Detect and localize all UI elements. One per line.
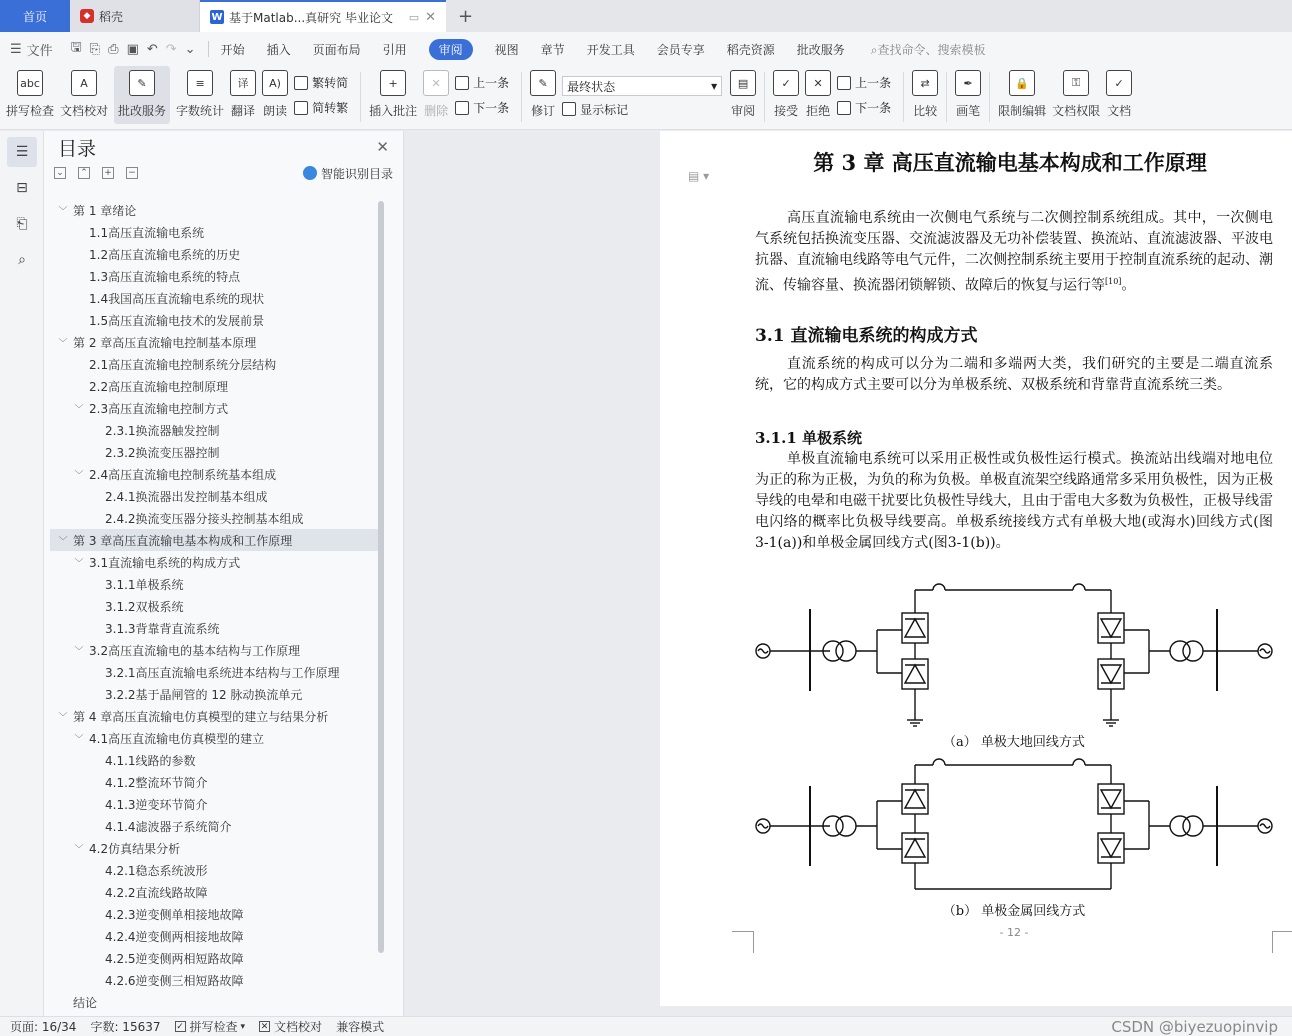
expand-arrow-icon[interactable]: ﹀ [74,470,84,481]
translate-icon: 译 [230,70,256,96]
toc-item[interactable] [50,991,378,1013]
toc-item[interactable] [50,771,378,793]
next-change-button[interactable] [837,99,891,116]
crop-mark-left [732,931,754,953]
toc-item-label: 4.1.4滤波器子系统简介 [105,819,232,834]
delete-comment-label: 删除 [424,104,449,118]
remove-heading-icon[interactable]: − [126,167,138,179]
doc-permission-icon: ⚿ [1063,70,1089,96]
menu-item-start[interactable]: 开始 [220,42,245,57]
file-menu[interactable] [10,40,53,59]
toc-list [50,199,378,1014]
reject-button[interactable] [805,66,831,124]
prev-change-icon [837,76,851,90]
toc-item-label: 2.3高压直流输电控制方式 [89,401,229,416]
doc-check-icon: A [71,70,97,96]
paragraph-1-text: 高压直流输电系统由一次侧电气系统与二次侧控制系统组成。其中，一次侧电气系统包括换流变压器、交流滤波器及无功补偿装置、换流站、直流滤波器、平波电抗器、直流输电线路等电气元件，二次侧控制系统主要用于控制直流系统的起动、潮流、传输容量、换流器闭锁解锁、故障后的恢复与运行等 [755,210,1273,294]
toc-panel-icon[interactable]: ☰ [7,137,37,167]
to-traditional-icon [294,76,308,90]
prev-comment-label: 上一条 [473,76,510,90]
expand-arrow-icon[interactable]: ﹀ [74,646,84,657]
toc-item[interactable] [50,617,378,639]
show-marks-label: 显示标记 [580,102,629,117]
toc-item-label: 2.4.2换流变压器分接头控制基本组成 [105,511,304,526]
menu-item-chapter[interactable]: 章节 [540,42,565,57]
next-change-icon [837,101,851,115]
paragraph-3: 单极直流输电系统可以采用正极性或负极性运行模式。换流站出线端对地电位为正的称为正极，为负的称为负极。单极直流架空线路通常多采用负极性，因为正极导线的电晕和电磁干扰要比负极性导线大，且由于雷电大多数为负极性，正极导线雷电闪络的概率比负极导线要高。单极系统接线方式有单极大地(或海水)回线方式(图3-1(a))和单极金属回线方式(图3-1(b))。 [755,451,1273,551]
toc-item[interactable] [50,287,378,309]
toc-item[interactable] [50,815,378,837]
toc-item-label: 4.2.1稳态系统波形 [105,863,208,878]
toc-item[interactable] [50,485,378,507]
tab-daoke[interactable] [70,0,200,32]
toc-item-label: 3.1.2双极系统 [105,599,184,614]
toc-item-label: 2.3.1换流器触发控制 [105,423,220,438]
toc-header [44,131,403,163]
toc-item-label: 4.1高压直流输电仿真模型的建立 [89,731,265,746]
doc-more-icon: ✓ [1106,70,1132,96]
trad-simp-group [294,66,348,120]
toc-item-label: 第 3 章高压直流输电基本构成和工作原理 [73,533,293,548]
delete-comment-button[interactable] [423,66,449,124]
toc-item[interactable] [50,903,378,925]
toc-item[interactable] [50,353,378,375]
toc-scrollbar[interactable] [378,201,384,953]
toc-item[interactable] [50,793,378,815]
command-search-label: 查找命令、搜索模板 [877,42,986,57]
expand-all-icon[interactable]: ⌃ [78,167,90,179]
toc-item-label: 2.3.2换流变压器控制 [105,445,220,460]
expand-arrow-icon[interactable]: ﹀ [74,404,84,415]
chapter-title: 第 3 章 高压直流输电基本构成和工作原理 [813,150,1207,175]
review-service-icon: ✎ [129,70,155,96]
customize-icon[interactable]: ⌄ [184,41,196,57]
toc-item[interactable] [50,859,378,881]
chevron-down-icon: ▾ [711,79,718,94]
to-simplified-icon [294,101,308,115]
toc-item-label: 4.2.5逆变侧两相短路故障 [105,951,244,966]
next-change-label: 下一条 [855,101,892,115]
restrict-edit-icon: 🔒 [1009,70,1035,96]
search-icon: ⌕ [870,42,878,57]
spell-check-status-icon: ✓ [176,1021,184,1032]
toc-item-label: 4.2.4逆变侧两相接地故障 [105,929,244,944]
prev-comment-button[interactable] [455,74,509,91]
menu-bar [0,32,1292,66]
pen-icon: ✒ [955,70,981,96]
watermark-text: CSDN @biyezuopinvip [1111,1017,1278,1036]
toc-item-label: 第 4 章高压直流输电仿真模型的建立与结果分析 [73,709,329,724]
insert-comment-icon: + [380,70,406,96]
status-doc-check-label: 文档校对 [274,1020,323,1034]
menu-separator [208,41,209,57]
undo-icon[interactable]: ↶ [146,41,158,57]
figure-b-monopolar-metallic-return [755,751,1273,901]
export-pdf-icon[interactable]: ⎘ [89,41,101,57]
toc-item[interactable] [50,925,378,947]
toc-item[interactable] [50,881,378,903]
new-tab-label: + [458,5,474,27]
citation-ref: [10] [1105,277,1122,286]
chevron-down-icon: ▾ [240,1021,246,1032]
doc-more-label: 文档 [1107,104,1132,118]
doc-permission-button[interactable] [1052,66,1100,124]
toc-item-label: 2.1高压直流输电控制系统分层结构 [89,357,277,372]
compare-button[interactable] [912,66,938,124]
ribbon-separator [903,72,904,122]
doc-more-button[interactable] [1106,66,1132,124]
restrict-edit-label: 限制编辑 [998,104,1047,118]
smart-toc-button[interactable] [303,165,393,182]
close-icon[interactable]: ✕ [376,138,389,156]
toc-item[interactable] [50,705,378,727]
toc-item-label: 第 2 章高压直流输电控制基本原理 [73,335,257,350]
toc-item[interactable] [50,683,378,705]
menu-item-resources[interactable]: 稻壳资源 [726,42,775,57]
next-comment-label: 下一条 [473,101,510,115]
command-search[interactable] [871,41,986,58]
toc-item[interactable] [50,199,378,221]
add-heading-icon[interactable]: + [102,167,114,179]
save-icon[interactable]: 🖫 [70,40,82,55]
hamburger-icon: ☰ [10,41,22,57]
toc-item-label: 3.1.1单极系统 [105,577,184,592]
word-count-button[interactable] [176,66,224,124]
ribbon-separator [521,72,522,122]
review-service-label: 批改服务 [118,104,167,118]
section-heading: 3.1 直流输电系统的构成方式 [755,326,978,346]
ribbon-separator [360,72,361,122]
delete-comment-icon: ✕ [423,70,449,96]
ribbon-separator [989,72,990,122]
preview-icon[interactable]: ▣ [126,41,139,57]
toc-item[interactable] [50,221,378,243]
toc-item[interactable] [50,441,378,463]
toc-title: 目录 [58,137,97,160]
spell-check-button[interactable] [6,66,54,124]
window-mode-icon[interactable]: ▭ [408,10,420,24]
review-pane-button[interactable] [730,66,756,124]
read-aloud-button[interactable] [262,66,288,124]
accept-icon: ✓ [773,70,799,96]
toc-item[interactable] [50,419,378,441]
toc-item-label: 3.2.1高压直流输电系统进本结构与工作原理 [105,665,340,680]
toc-item-label: 4.2仿真结果分析 [89,841,181,856]
toc-item-label: 4.2.3逆变侧单相接地故障 [105,907,244,922]
display-state-select[interactable] [562,76,722,96]
menu-item-insert[interactable]: 插入 [266,42,291,57]
ribbon-separator [764,72,765,122]
toc-item-label: 3.2.2基于晶闸管的 12 脉动换流单元 [105,687,303,702]
reject-icon: ✕ [805,70,831,96]
toc-item-label: 4.2.2直流线路故障 [105,885,208,900]
insert-comment-label: 插入批注 [369,104,418,118]
toc-item[interactable] [50,595,378,617]
print-icon[interactable]: ⎙ [108,41,119,57]
toc-item-label: 2.4高压直流输电控制系统基本组成 [89,467,277,482]
smart-toc-icon [303,166,317,180]
tab-document[interactable] [200,0,446,32]
spell-check-label: 拼写检查 [6,104,55,118]
word-count-label: 字数统计 [176,104,225,118]
toc-item-label: 3.2高压直流输电的基本结构与工作原理 [89,643,301,658]
reject-label: 拒绝 [806,104,831,118]
figure-a-caption: （a） 单极大地回线方式 [943,735,1085,750]
compare-label: 比较 [913,104,938,118]
review-pane-icon: ▤ [730,70,756,96]
toc-item-label: 3.1直流输电系统的构成方式 [89,555,241,570]
toc-item[interactable] [50,661,378,683]
expand-arrow-icon[interactable]: ﹀ [74,844,84,855]
toc-toolbar [44,163,403,183]
tab-home[interactable] [0,0,70,32]
translate-label: 翻译 [231,104,256,118]
toc-item[interactable] [50,969,378,991]
page-indicator[interactable]: 页面: 16/34 [10,1020,77,1034]
paragraph-1-end: 。 [1121,277,1136,294]
toc-item[interactable] [50,727,378,749]
toc-item-label: 1.3高压直流输电系统的特点 [89,269,241,284]
markup-group [562,66,722,120]
toc-item-label: 2.4.1换流器出发控制基本组成 [105,489,268,504]
toc-item-label: 1.4我国高压直流输电系统的现状 [89,291,265,306]
display-state-value: 最终状态 [567,79,616,94]
to-traditional-label: 繁转简 [312,76,349,90]
menu-item-layout[interactable]: 页面布局 [312,42,361,57]
word-count-indicator[interactable]: 字数: 15637 [90,1020,161,1034]
redo-icon[interactable]: ↷ [165,41,177,57]
toc-item-label: 4.1.3逆变环节简介 [105,797,208,812]
expand-arrow-icon[interactable]: ﹀ [74,558,84,569]
bookmark-icon[interactable]: ⎗ [16,216,28,232]
pen-label: 画笔 [956,104,981,118]
file-menu-label: 文件 [26,43,53,59]
tab-document-label: 基于Matlab...真研究 毕业论文 [229,10,393,25]
doc-check-status-icon: ✕ [260,1021,269,1032]
chapter-nav-icon[interactable]: ⊟ [16,180,28,196]
review-service-button[interactable] [114,66,170,124]
new-tab-button[interactable] [446,0,485,32]
translate-button[interactable] [230,66,256,124]
status-bar [0,1016,1292,1036]
page-number: - 12 - [999,926,1029,939]
toc-item[interactable] [50,947,378,969]
tab-bar [0,0,1292,32]
status-doc-check[interactable] [259,1018,322,1035]
toc-item-label: 结论 [73,995,98,1010]
menu-item-review-service[interactable]: 批改服务 [796,42,845,57]
compare-icon: ⇄ [912,70,938,96]
comment-nav-group [455,66,509,120]
word-count-icon: ≡ [187,70,213,96]
read-aloud-icon: A) [262,70,288,96]
status-spell-label: 拼写检查 [189,1020,238,1034]
toc-item[interactable] [50,397,378,419]
review-pane-label: 审阅 [731,104,756,118]
ribbon [0,66,1292,130]
toc-item[interactable] [50,639,378,661]
toc-item-label: 2.2高压直流输电控制原理 [89,379,229,394]
to-simplified-button[interactable] [294,99,348,116]
close-tab-icon[interactable]: ✕ [425,9,436,25]
menu-item-member[interactable]: 会员专享 [656,42,705,57]
restrict-edit-button[interactable] [998,66,1046,124]
toc-item-label: 4.2.6逆变侧三相短路故障 [105,973,244,988]
ribbon-separator [946,72,947,122]
doc-check-button[interactable] [60,66,108,124]
insert-comment-button[interactable] [369,66,417,124]
show-marks-button[interactable] [562,101,722,118]
toc-item-label: 1.1高压直流输电系统 [89,225,205,240]
toc-item[interactable] [50,837,378,859]
toc-item-label: 3.1.3背靠背直流系统 [105,621,220,636]
toc-item[interactable] [50,749,378,771]
toc-item[interactable] [50,551,378,573]
track-changes-icon: ✎ [530,70,556,96]
paragraph-1 [755,208,1273,297]
show-marks-icon [562,102,576,116]
pen-button[interactable] [955,66,981,124]
crop-mark-right [1272,931,1292,953]
tab-home-label: 首页 [22,9,47,24]
next-comment-icon [455,101,469,115]
daoke-logo-icon: ◆ [80,9,94,23]
menu-item-reference[interactable]: 引用 [382,42,407,57]
expand-arrow-icon[interactable]: ﹀ [58,338,68,349]
prev-change-label: 上一条 [855,76,892,90]
menu-item-devtools[interactable]: 开发工具 [586,42,635,57]
read-aloud-label: 朗读 [263,104,288,118]
change-nav-group [837,66,891,120]
figure-a-monopolar-ground-return [755,575,1273,730]
toc-item[interactable] [50,529,378,551]
toc-item[interactable] [50,507,378,529]
smart-toc-label: 智能识别目录 [320,166,393,181]
toc-item[interactable] [50,309,378,331]
expand-arrow-icon[interactable]: ﹀ [58,206,68,217]
compat-mode: 兼容模式 [336,1020,385,1034]
doc-permission-label: 文档权限 [1052,104,1101,118]
toc-pane [44,131,404,1016]
toc-item[interactable] [50,331,378,353]
accept-label: 接受 [774,104,799,118]
track-changes-button[interactable] [530,66,556,124]
document-area [404,131,1292,1016]
expand-arrow-icon[interactable]: ﹀ [74,734,84,745]
expand-arrow-icon[interactable]: ﹀ [58,536,68,547]
toc-item[interactable] [50,375,378,397]
toc-item-label: 1.2高压直流输电系统的历史 [89,247,241,262]
toc-item-label: 4.1.2整流环节简介 [105,775,208,790]
paragraph-2: 直流系统的构成可以分为二端和多端两大类，我们研究的主要是二端直流系统，它的构成方式主要可以分为单极系统、双极系统和背靠背直流系统三类。 [755,356,1273,393]
menu-item-review[interactable]: 审阅 [429,39,473,60]
menu-item-view[interactable]: 视图 [494,42,519,57]
toc-item[interactable] [50,265,378,287]
doc-note-icon[interactable]: ▤ ▾ [688,169,710,183]
spell-check-icon: abc [17,70,43,96]
prev-change-button[interactable] [837,74,891,91]
document-page [660,131,1292,1006]
expand-arrow-icon[interactable]: ﹀ [58,712,68,723]
toc-item[interactable] [50,463,378,485]
tab-daoke-label: 稻壳 [99,9,124,24]
toc-item-label: 第 1 章绪论 [73,203,137,218]
collapse-all-icon[interactable]: ⌄ [54,167,66,179]
toc-item-label: 1.5高压直流输电技术的发展前景 [89,313,265,328]
to-simplified-label: 简转繁 [312,101,349,115]
status-spell-check[interactable] [175,1018,246,1035]
writer-icon: W [211,11,223,23]
next-comment-button[interactable] [455,99,509,116]
accept-button[interactable] [773,66,799,124]
toc-item[interactable] [50,573,378,595]
subsection-heading: 3.1.1 单极系统 [755,429,862,447]
prev-comment-icon [455,76,469,90]
search-panel-icon[interactable]: ⌕ [18,252,26,268]
toc-tool-buttons [54,167,150,179]
doc-check-label: 文档校对 [60,104,109,118]
to-traditional-button[interactable] [294,74,348,91]
toc-item-label: 4.1.1线路的参数 [105,753,196,768]
track-changes-label: 修订 [531,104,556,118]
figure-b-caption: （b） 单极金属回线方式 [942,904,1086,919]
toc-item[interactable] [50,243,378,265]
side-strip [0,131,44,1016]
